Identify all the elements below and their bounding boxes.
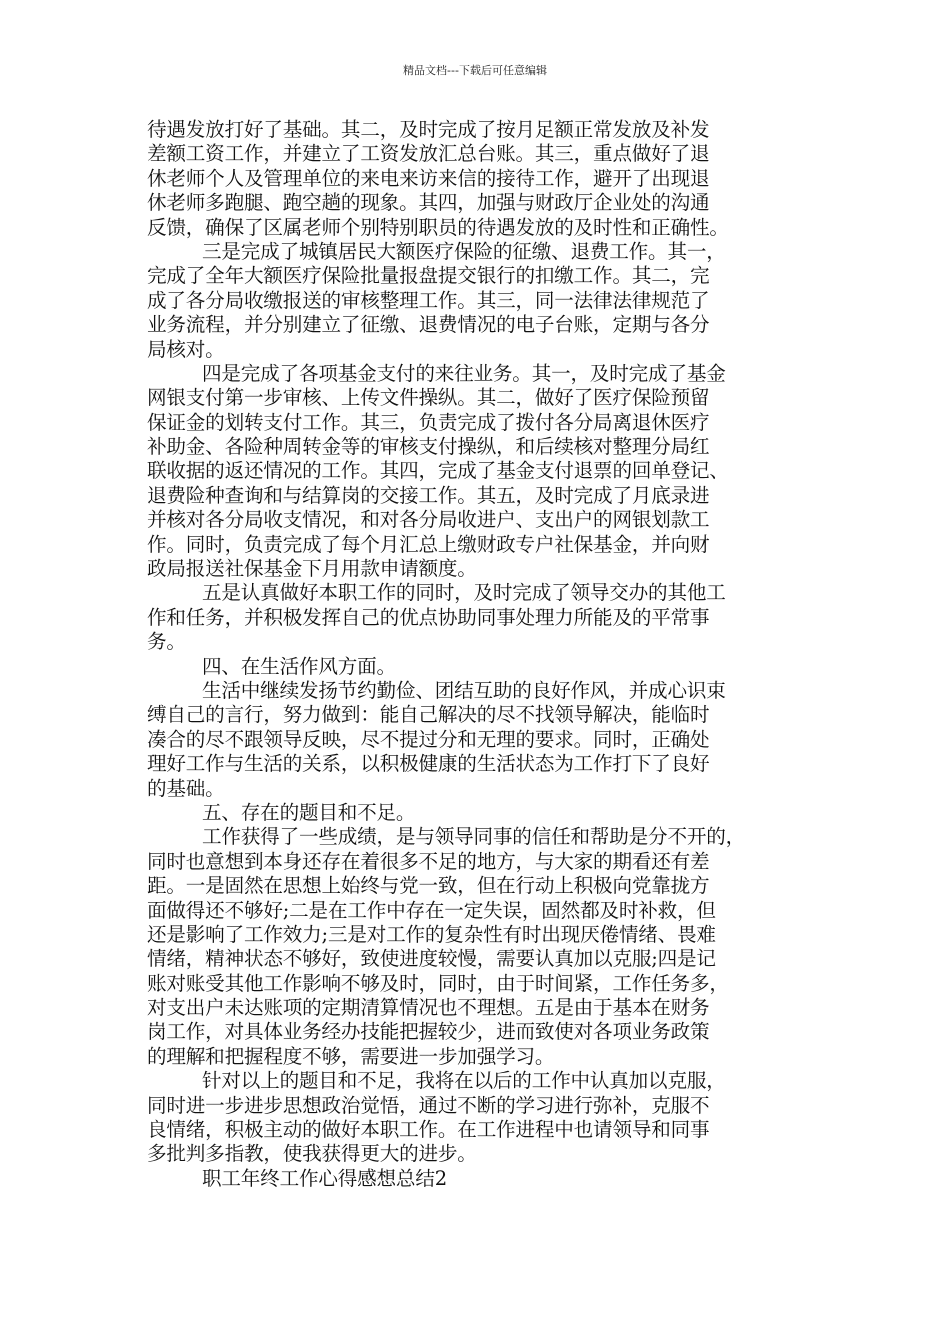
- text-line: 成了各分局收缴报送的审核整理工作。其三，同一法律法律规范了: [147, 288, 710, 312]
- text-line: 账对账受其他工作影响不够及时，同时，由于时间紧，工作任务多，: [147, 971, 729, 995]
- section-heading: 五、存在的题目和不足。: [202, 800, 416, 824]
- text-line: 对支出户未达账项的定期清算情况也不理想。五是由于基本在财务: [147, 996, 710, 1020]
- text-line: 还是影响了工作效力;三是对工作的复杂性有时出现厌倦情绪、畏难: [147, 922, 716, 946]
- text-line: 面做得还不够好;二是在工作中存在一定失误，固然都及时补救，但: [147, 898, 716, 922]
- page-header: 精品文档---下载后可任意编辑: [403, 64, 547, 77]
- text-line: 理好工作与生活的关系，以积极健康的生活状态为工作打下了良好: [147, 752, 710, 776]
- section-heading: 四、在生活作风方面。: [202, 654, 396, 678]
- text-line: 情绪，精神状态不够好，致使进度较慢，需要认真加以克服;四是记: [147, 947, 716, 971]
- document-body: [147, 118, 832, 1191]
- text-line: 休老师多跑腿、跑空趟的现象。其四，加强与财政厅企业处的沟通: [147, 191, 710, 215]
- text-line: 联收据的返还情况的工作。其四，完成了基金支付退票的回单登记、: [147, 459, 729, 483]
- text-line: 作。同时，负责完成了每个月汇总上缴财政专户社保基金，并向财: [147, 532, 710, 556]
- text-line: 反馈，确保了区属老师个别特别职员的待遇发放的及时性和正确性。: [147, 215, 729, 239]
- text-line: 差额工资工作，并建立了工资发放汇总台账。其三，重点做好了退: [147, 142, 710, 166]
- text-line: 完成了全年大额医疗保险批量报盘提交银行的扣缴工作。其二，完: [147, 264, 710, 288]
- text-line: 良情绪，积极主动的做好本职工作。在工作进程中也请领导和同事: [147, 1118, 710, 1142]
- text-line: 业务流程，并分别建立了征缴、退费情况的电子台账，定期与各分: [147, 313, 710, 337]
- text-line: 政局报送社保基金下月用款申请额度。: [147, 557, 477, 581]
- text-line: 的基础。: [147, 776, 225, 800]
- text-line: 作和任务，并积极发挥自己的优点协助同事处理力所能及的平常事: [147, 605, 710, 629]
- text-line: 退费险种查询和与结算岗的交接工作。其五，及时完成了月底录进: [147, 483, 710, 507]
- text-line: 务。: [147, 630, 186, 654]
- text-line: 凑合的尽不跟领导反映，尽不提过分和无理的要求。同时，正确处: [147, 727, 710, 751]
- text-line: 三是完成了城镇居民大额医疗保险的征缴、退费工作。其一，: [202, 239, 726, 263]
- text-line: 多批判多指教，使我获得更大的进步。: [147, 1142, 477, 1166]
- section-title: 职工年终工作心得感想总结2: [202, 1166, 447, 1190]
- text-line: 针对以上的题目和不足，我将在以后的工作中认真加以克服，: [202, 1069, 726, 1093]
- text-line: 五是认真做好本职工作的同时，及时完成了领导交办的其他工: [202, 581, 726, 605]
- text-line: 四是完成了各项基金支付的来往业务。其一，及时完成了基金: [202, 361, 726, 385]
- text-line: 同时也意想到本身还存在着很多不足的地方，与大家的期看还有差: [147, 849, 710, 873]
- text-line: 距。一是固然在思想上始终与党一致，但在行动上积极向党靠拢方: [147, 874, 710, 898]
- text-line: 网银支付第一步审核、上传文件操纵。其二，做好了医疗保险预留: [147, 386, 710, 410]
- text-line: 局核对。: [147, 337, 225, 361]
- text-line: 生活中继续发扬节约勤俭、团结互助的良好作风，并成心识束: [202, 678, 726, 702]
- text-line: 休老师个人及管理单位的来电来访来信的接待工作，避开了出现退: [147, 166, 710, 190]
- text-line: 待遇发放打好了基础。其二，及时完成了按月足额正常发放及补发: [147, 118, 710, 141]
- text-line: 岗工作，对具体业务经办技能把握较少，进而致使对各项业务政策: [147, 1020, 710, 1044]
- text-line: 并核对各分局收支情况，和对各分局收进户、支出户的网银划款工: [147, 508, 710, 532]
- text-line: 工作获得了一些成绩，是与领导同事的信任和帮助是分不开的，: [202, 825, 746, 849]
- text-line: 同时进一步进步思想政治觉悟，通过不断的学习进行弥补，克服不: [147, 1093, 710, 1117]
- text-line: 补助金、各险种周转金等的审核支付操纵，和后续核对整理分局红: [147, 435, 710, 459]
- text-line: 的理解和把握程度不够，需要进一步加强学习。: [147, 1044, 555, 1068]
- text-line: 缚自己的言行，努力做到：能自己解决的尽不找领导解决，能临时: [147, 703, 710, 727]
- text-line: 保证金的划转支付工作。其三，负责完成了拨付各分局离退休医疗: [147, 410, 710, 434]
